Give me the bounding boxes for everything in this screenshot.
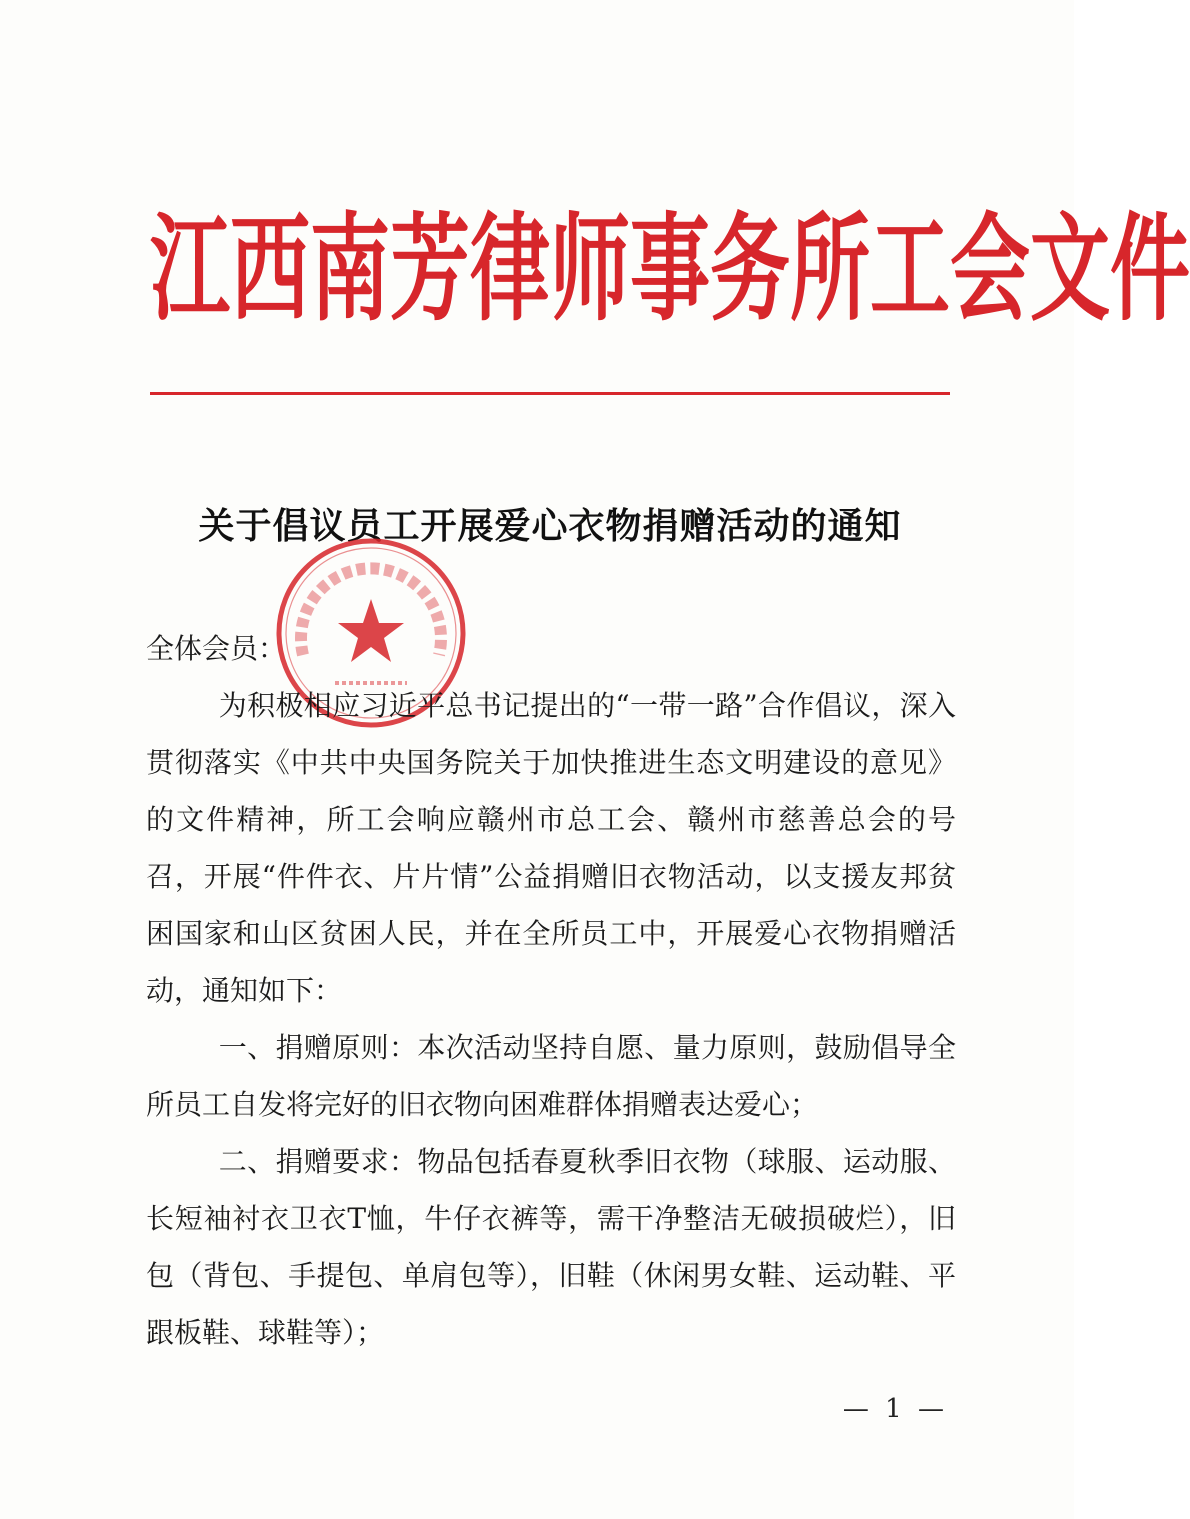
body-paragraph-principle: 一、捐赠原则：本次活动坚持自愿、量力原则，鼓励倡导全所员工自发将完好的旧衣物向困难群体捐赠表达爱心； xyxy=(146,1031,956,1121)
masthead-red-rule xyxy=(150,392,950,395)
body-paragraph-intro: 为积极相应习近平总书记提出的“一带一路”合作倡议，深入贯彻落实《中共中央国务院关于加快推进生态文明建设的意见》的文件精神，所工会响应赣州市总工会、赣州市慈善总会的号召，开展“件件衣、片片情”公益捐赠旧衣物活动，以支援友邦贫困国家和山区贫困人民，并在全所员工中，开展爱心衣物捐赠活动，通知如下： xyxy=(146,689,956,1007)
page-number: — 1 — xyxy=(842,1394,948,1424)
document-body xyxy=(146,620,956,1361)
document-title: 关于倡议员工开展爱心衣物捐赠活动的通知 xyxy=(198,506,902,547)
salutation: 全体会员： xyxy=(146,632,287,665)
masthead-title: 江西南芳律师事务所工会文件 xyxy=(150,201,1190,337)
body-paragraph-requirements: 二、捐赠要求：物品包括春夏秋季旧衣物（球服、运动服、长短袖衬衣卫衣T恤，牛仔衣裤等，需干净整洁无破损破烂），旧包（背包、手提包、单肩包等），旧鞋（休闲男女鞋、运动鞋、平跟板鞋、球鞋等）； xyxy=(146,1145,956,1349)
